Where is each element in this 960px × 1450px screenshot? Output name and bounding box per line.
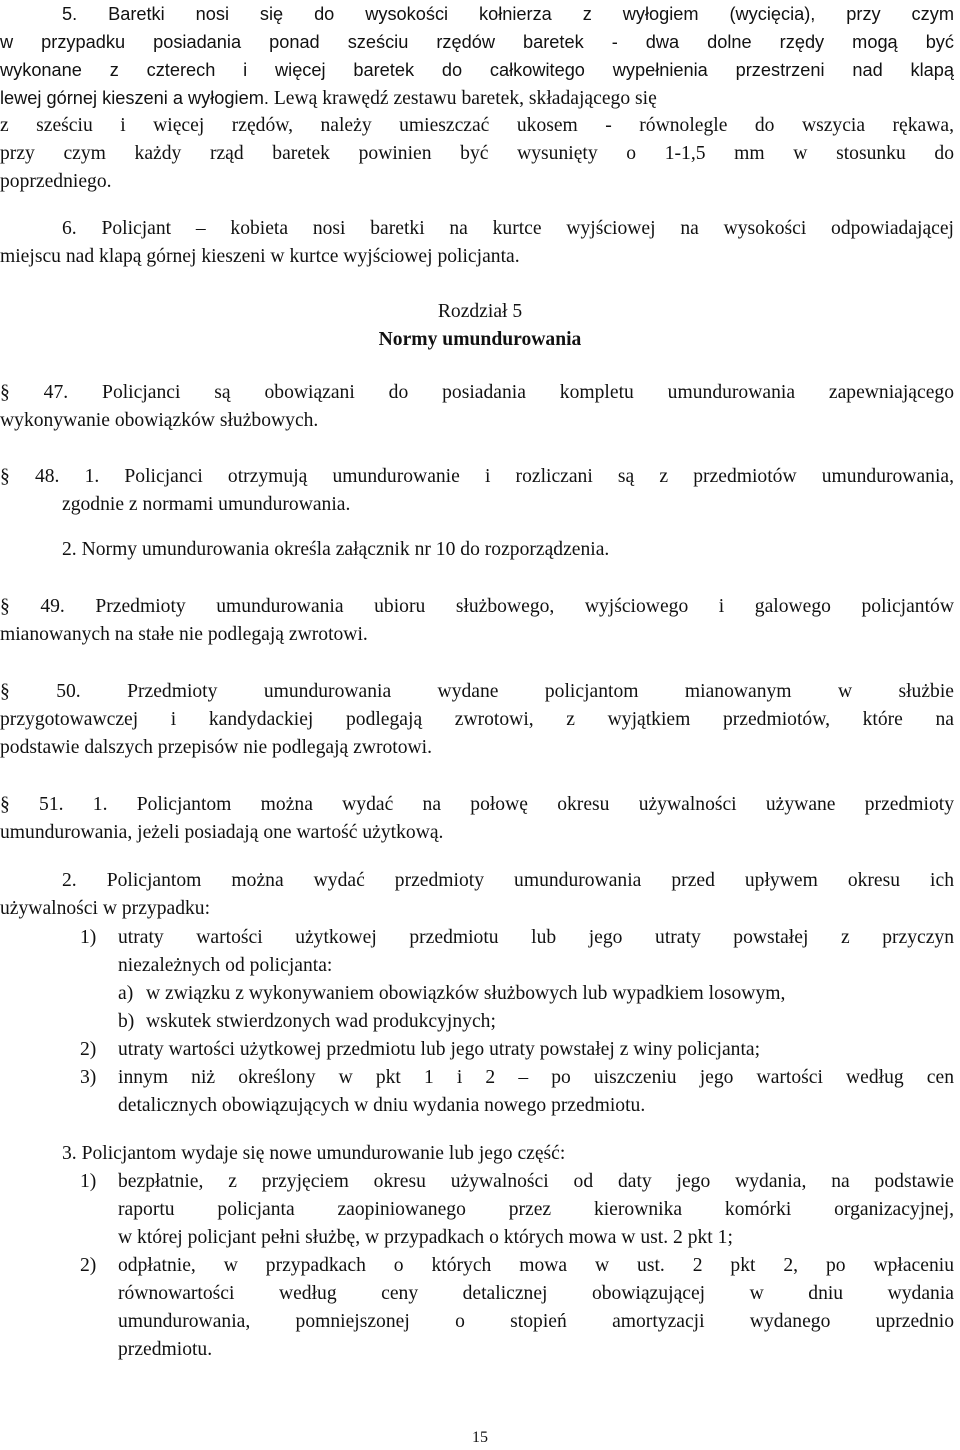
text-line: w związku z wykonywaniem obowiązków służbowych lub wypadkiem losowym, <box>146 983 786 1004</box>
text-line: detalicznych obowiązujących w dniu wydania nowego przedmiotu. <box>118 1095 646 1116</box>
text-line: podstawie dalszych przepisów nie podlegają zwrotowi. <box>0 737 433 758</box>
text-line: utraty wartości użytkowej przedmiotu lub jego utraty powstałej z winy policjanta; <box>118 1039 761 1060</box>
text-line: 2. Policjantom można wydać przedmioty umundurowania przed upływem okresu ich <box>62 870 954 891</box>
text-line: utraty wartości użytkowej przedmiotu lub jego utraty powstałej z przyczyn <box>118 927 954 948</box>
text-line: § 49. Przedmioty umundurowania ubioru służbowego, wyjściowego i galowego policjantów <box>0 596 954 617</box>
text-line: umundurowania, pomniejszonej o stopień amortyzacji wydanego uprzednio <box>118 1311 954 1332</box>
text-line: lewej górnej kieszeni a wyłogiem. Lewą krawędź zestawu baretek, składającego się <box>0 88 657 109</box>
text-line: niezależnych od policjanta: <box>118 955 333 976</box>
text-line: 5. Baretki nosi się do wysokości kołnierza z wyłogiem (wycięcia), przy czym <box>62 4 954 24</box>
list-marker: 3) <box>80 1067 97 1088</box>
text-line: § 47. Policjanci są obowiązani do posiadania kompletu umundurowania zapewniającego <box>0 382 954 403</box>
text-line: bezpłatnie, z przyjęciem okresu używalności od daty jego wydania, na podstawie <box>118 1171 954 1192</box>
text-line: poprzedniego. <box>0 171 112 192</box>
text-line: równowartości według ceny detalicznej obowiązującej w dniu wydania <box>118 1283 954 1304</box>
text-line: 3. Policjantom wydaje się nowe umundurowanie lub jego część: <box>62 1143 566 1164</box>
text-line: przygotowawczej i kandydackiej podlegają zwrotowi, z wyjątkiem przedmiotów, które na <box>0 709 954 730</box>
list-marker: 1) <box>80 927 97 948</box>
text-line: przedmiotu. <box>118 1339 213 1360</box>
text-line: mianowanych na stałe nie podlegają zwrotowi. <box>0 624 368 645</box>
text-line: 2. Normy umundurowania określa załącznik nr 10 do rozporządzenia. <box>62 539 610 560</box>
list-marker: 2) <box>80 1039 97 1060</box>
text-line: § 51. 1. Policjantom można wydać na połowę okresu używalności używane przedmioty <box>0 794 954 815</box>
text-line: w której policjant pełni służbę, w przypadkach o których mowa w ust. 2 pkt 1; <box>118 1227 733 1248</box>
text-line: odpłatnie, w przypadkach o których mowa w ust. 2 pkt 2, po wpłaceniu <box>118 1255 954 1276</box>
text-line: przy czym każdy rząd baretek powinien być wysunięty o 1-1,5 mm w stosunku do <box>0 143 954 164</box>
text-line: 6. Policjant – kobieta nosi baretki na kurtce wyjściowej na wysokości odpowiadającej <box>62 218 954 239</box>
text-line: w przypadku posiadania ponad sześciu rzędów baretek - dwa dolne rzędy mogą być <box>0 32 954 52</box>
text-line: raportu policjanta zaopiniowanego przez kierownika komórki organizacyjnej, <box>118 1199 954 1220</box>
list-marker: b) <box>118 1011 135 1032</box>
chapter-title: Normy umundurowania <box>378 329 582 350</box>
chapter-number: Rozdział 5 <box>437 301 523 322</box>
text-line: innym niż określony w pkt 1 i 2 – po uiszczeniu jego wartości według cen <box>118 1067 954 1088</box>
list-marker: a) <box>118 983 134 1004</box>
text-line: § 50. Przedmioty umundurowania wydane policjantom mianowanym w służbie <box>0 681 954 702</box>
text-line: wykonywanie obowiązków służbowych. <box>0 410 319 431</box>
text-line: wskutek stwierdzonych wad produkcyjnych; <box>146 1011 496 1032</box>
list-marker: 1) <box>80 1171 97 1192</box>
text-line: miejscu nad klapą górnej kieszeni w kurtce wyjściowej policjanta. <box>0 246 520 267</box>
page-number: 15 <box>472 1429 488 1446</box>
text-line: używalności w przypadku: <box>0 898 211 919</box>
text-line: § 48. 1. Policjanci otrzymują umundurowanie i rozliczani są z przedmiotów umundurowania, <box>0 466 954 487</box>
text-line: umundurowania, jeżeli posiadają one wartość użytkową. <box>0 822 444 843</box>
text-line: wykonane z czterech i więcej baretek do całkowitego wypełnienia przestrzeni nad klapą <box>0 60 954 80</box>
text-line: z sześciu i więcej rzędów, należy umieszczać ukosem - równolegle do wszycia rękawa, <box>0 115 954 136</box>
list-marker: 2) <box>80 1255 97 1276</box>
text-line: zgodnie z normami umundurowania. <box>62 494 351 515</box>
